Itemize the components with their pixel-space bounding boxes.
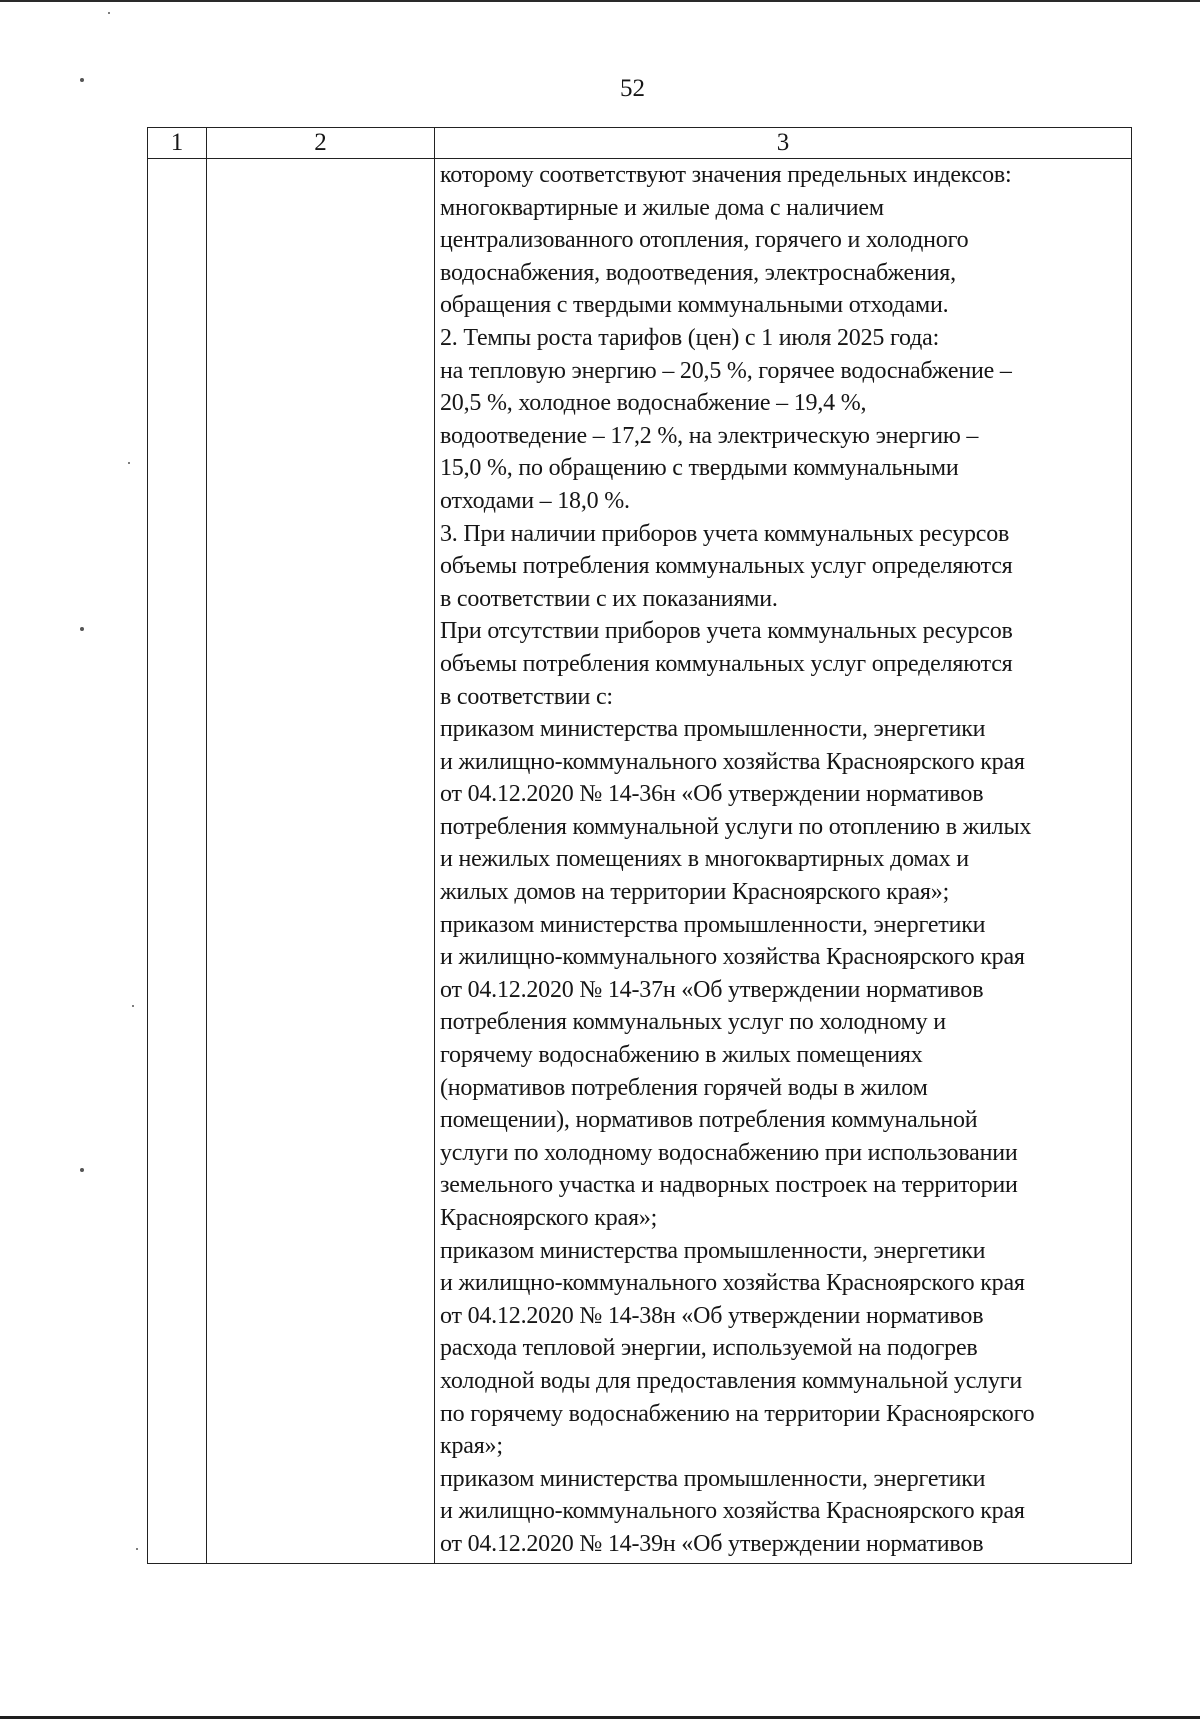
text-line: водоснабжения, водоотведения, электроснабжения, bbox=[440, 259, 956, 286]
text-line: (нормативов потребления горячей воды в жилом bbox=[440, 1074, 928, 1101]
text-line: потребления коммунальной услуги по отоплению в жилых bbox=[440, 813, 1032, 840]
column-header-3: 3 bbox=[435, 128, 1132, 159]
table-header-row bbox=[148, 128, 1132, 159]
text-line: в соответствии с: bbox=[440, 683, 613, 710]
text-line: централизованного отопления, горячего и холодного bbox=[440, 227, 969, 254]
scan-speck bbox=[80, 1168, 84, 1172]
cell-col-2 bbox=[207, 159, 435, 1564]
text-line: водоотведение – 17,2 %, на электрическую энергию – bbox=[440, 422, 979, 449]
text-line: от 04.12.2020 № 14-38н «Об утверждении нормативов bbox=[440, 1302, 984, 1329]
text-line: услуги по холодному водоснабжению при использовании bbox=[440, 1139, 1018, 1166]
text-line: При отсутствии приборов учета коммунальных ресурсов bbox=[440, 618, 1013, 645]
text-line: приказом министерства промышленности, энергетики bbox=[440, 1237, 986, 1264]
text-line: края»; bbox=[440, 1433, 503, 1460]
text-line: отходами – 18,0 %. bbox=[440, 487, 630, 514]
text-line: земельного участка и надворных построек на территории bbox=[440, 1172, 1018, 1199]
document-table bbox=[147, 127, 1132, 1564]
text-line: и жилищно-коммунального хозяйства Красноярского края bbox=[440, 748, 1025, 775]
text-line: от 04.12.2020 № 14-37н «Об утверждении нормативов bbox=[440, 976, 984, 1003]
text-line: горячему водоснабжению в жилых помещениях bbox=[440, 1042, 923, 1069]
scan-speck bbox=[132, 1005, 134, 1007]
scan-speck bbox=[128, 462, 130, 464]
scan-top-edge bbox=[0, 0, 1200, 2]
text-line: потребления коммунальных услуг по холодному и bbox=[440, 1009, 946, 1036]
text-line: 15,0 %, по обращению с твердыми коммунальными bbox=[440, 455, 959, 482]
text-line: от 04.12.2020 № 14-36н «Об утверждении нормативов bbox=[440, 781, 984, 808]
column-header-2: 2 bbox=[207, 128, 435, 159]
text-line: обращения с твердыми коммунальными отходами. bbox=[440, 292, 949, 319]
text-line: 3. При наличии приборов учета коммунальных ресурсов bbox=[440, 520, 1010, 547]
text-line: объемы потребления коммунальных услуг определяются bbox=[440, 650, 1013, 677]
table-row bbox=[148, 159, 1132, 1564]
text-line: в соответствии с их показаниями. bbox=[440, 585, 778, 612]
text-line: расхода тепловой энергии, используемой на подогрев bbox=[440, 1335, 978, 1362]
text-line: и жилищно-коммунального хозяйства Красноярского края bbox=[440, 1270, 1025, 1297]
text-line: на тепловую энергию – 20,5 %, горячее водоснабжение – bbox=[440, 357, 1012, 384]
scan-speck bbox=[108, 12, 110, 14]
text-line: 20,5 %, холодное водоснабжение – 19,4 %, bbox=[440, 390, 867, 417]
scan-speck bbox=[136, 1548, 138, 1550]
scan-speck bbox=[80, 627, 84, 631]
cell-col-3-text bbox=[435, 159, 1132, 1564]
column-header-1: 1 bbox=[148, 128, 207, 159]
text-line: Красноярского края»; bbox=[440, 1205, 658, 1231]
text-line: холодной воды для предоставления коммунальной услуги bbox=[440, 1367, 1023, 1394]
text-line: помещении), нормативов потребления коммунальной bbox=[440, 1107, 978, 1134]
text-line: 2. Темпы роста тарифов (цен) с 1 июля 2025 года: bbox=[440, 324, 940, 351]
text-line: от 04.12.2020 № 14-39н «Об утверждении нормативов bbox=[440, 1530, 984, 1557]
text-line: и жилищно-коммунального хозяйства Красноярского края bbox=[440, 944, 1025, 971]
text-line: и нежилых помещениях в многоквартирных домах и bbox=[440, 846, 969, 873]
text-line: приказом министерства промышленности, энергетики bbox=[440, 716, 986, 743]
text-line: по горячему водоснабжению на территории Красноярского bbox=[440, 1400, 1035, 1427]
cell-col-1 bbox=[148, 159, 207, 1564]
text-line: которому соответствуют значения предельных индексов: bbox=[440, 162, 1012, 188]
text-line: многоквартирные и жилые дома с наличием bbox=[440, 194, 884, 221]
page-number: 52 bbox=[620, 75, 645, 102]
text-line: и жилищно-коммунального хозяйства Красноярского края bbox=[440, 1498, 1025, 1525]
text-line: приказом министерства промышленности, энергетики bbox=[440, 1465, 986, 1492]
text-line: жилых домов на территории Красноярского края»; bbox=[440, 879, 950, 906]
text-line: приказом министерства промышленности, энергетики bbox=[440, 911, 986, 938]
text-line: объемы потребления коммунальных услуг определяются bbox=[440, 553, 1013, 580]
